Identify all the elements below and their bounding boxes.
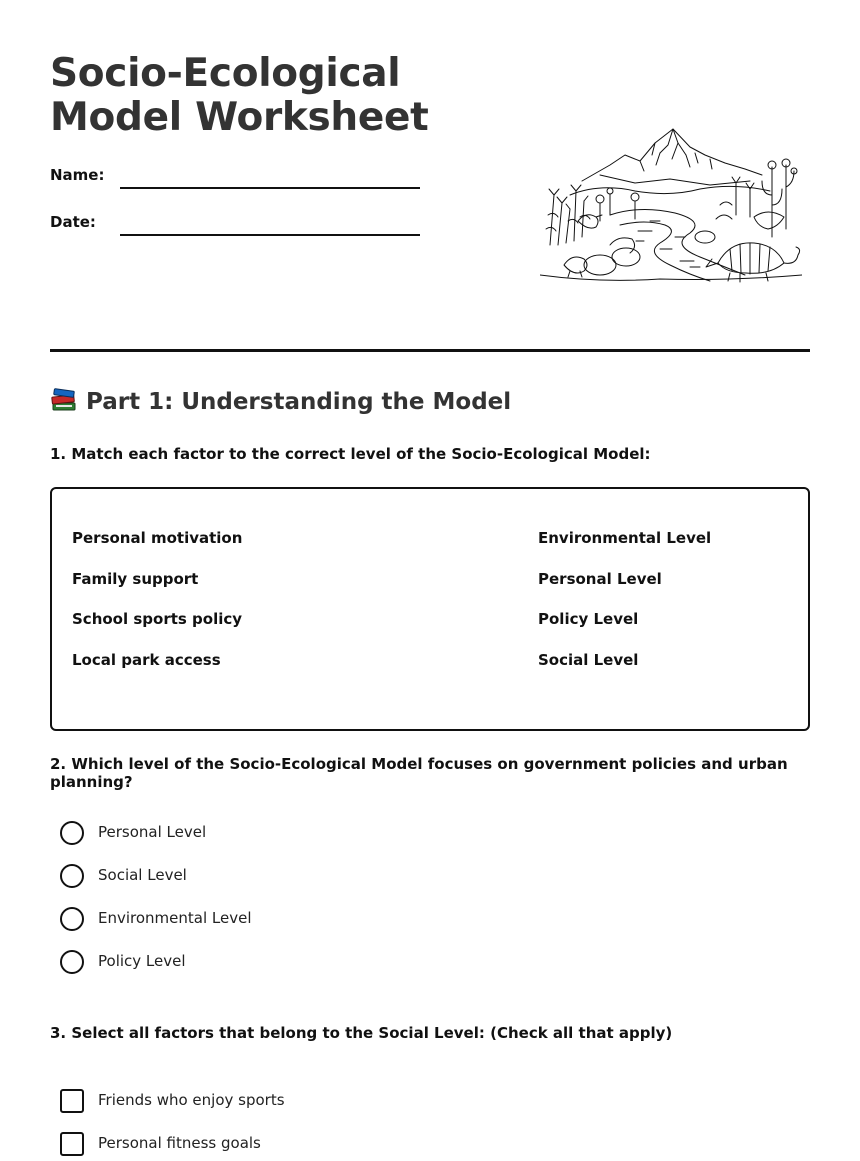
factor-item: School sports policy bbox=[72, 610, 243, 628]
part1-heading-text: Part 1: Understanding the Model bbox=[86, 389, 512, 415]
factor-item: Family support bbox=[72, 570, 199, 588]
factor-item: Personal motivation bbox=[72, 529, 243, 547]
name-label: Name: bbox=[50, 166, 105, 184]
radio-button[interactable] bbox=[60, 907, 84, 931]
worksheet-title: Socio-Ecological Model Worksheet bbox=[50, 51, 429, 140]
date-label: Date: bbox=[50, 213, 96, 231]
radio-option-label: Personal Level bbox=[98, 823, 207, 841]
question-1-prompt: 1. Match each factor to the correct level of the Socio-Ecological Model: bbox=[50, 445, 651, 463]
radio-button[interactable] bbox=[60, 821, 84, 845]
section-divider bbox=[50, 349, 810, 352]
radio-option-label: Policy Level bbox=[98, 952, 186, 970]
books-icon bbox=[50, 388, 78, 412]
checkbox[interactable] bbox=[60, 1132, 84, 1156]
date-input-line[interactable] bbox=[120, 234, 420, 236]
name-input-line[interactable] bbox=[120, 187, 420, 189]
radio-option-label: Social Level bbox=[98, 866, 187, 884]
level-item: Policy Level bbox=[538, 610, 639, 628]
matching-box bbox=[50, 487, 810, 731]
checkbox-option-label: Personal fitness goals bbox=[98, 1134, 261, 1152]
question-3-prompt: 3. Select all factors that belong to the Social Level: (Check all that apply) bbox=[50, 1024, 673, 1042]
checkbox[interactable] bbox=[60, 1089, 84, 1113]
radio-button[interactable] bbox=[60, 864, 84, 888]
radio-button[interactable] bbox=[60, 950, 84, 974]
question-2-prompt: 2. Which level of the Socio-Ecological Model focuses on government policies and urban planning? bbox=[50, 755, 788, 791]
radio-option-label: Environmental Level bbox=[98, 909, 252, 927]
level-item: Personal Level bbox=[538, 570, 662, 588]
level-item: Environmental Level bbox=[538, 529, 712, 547]
landscape-illustration bbox=[540, 125, 802, 287]
level-item: Social Level bbox=[538, 651, 639, 669]
checkbox-option-label: Friends who enjoy sports bbox=[98, 1091, 285, 1109]
factor-item: Local park access bbox=[72, 651, 221, 669]
part1-heading bbox=[50, 388, 511, 415]
